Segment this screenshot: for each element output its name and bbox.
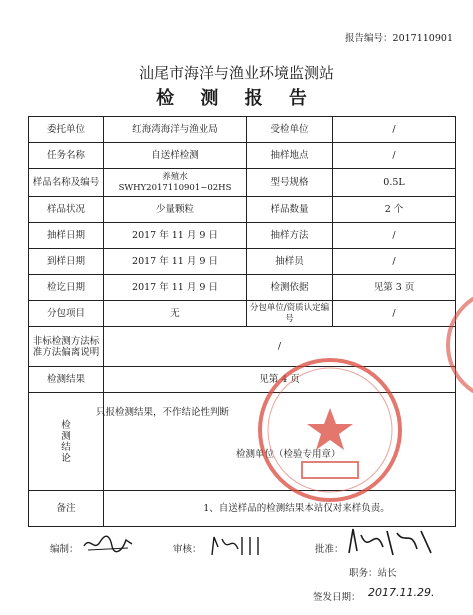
report-title: 检 测 报 告 [156, 88, 317, 109]
nonstandard-method-label: 非标检测方法标准方法偏离说明 [29, 327, 104, 367]
organization-title: 汕尾市海洋与渔业环境监测站 [138, 64, 334, 82]
sampling-method-value: / [333, 223, 456, 249]
sample-name-label: 样品名称及编号 [29, 169, 104, 197]
subcontract-cert-label: 分包单位/资质认定编号 [247, 301, 333, 327]
test-basis-value: 见第 3 页 [333, 275, 456, 301]
model-value: 0.5L [333, 169, 456, 197]
receiver-label: 受检单位 [247, 117, 333, 143]
sample-quantity-value: 2 个 [333, 197, 456, 223]
sampler-label: 抽样员 [247, 249, 333, 275]
position-text: 职务：站长 [349, 568, 397, 579]
table-row [29, 117, 456, 143]
subcontract-value: 无 [104, 301, 247, 327]
reviewer-signature [208, 533, 264, 559]
issue-date-label: 签发日期： [313, 592, 361, 603]
client-value: 红海湾海洋与渔业局 [104, 117, 247, 143]
table-row [29, 169, 456, 197]
compiler-label: 编制： [50, 544, 79, 555]
task-value: 自送样检测 [104, 143, 247, 169]
result-label: 检测结果 [29, 367, 104, 393]
receiver-value: / [333, 117, 456, 143]
sample-status-value: 少量颗粒 [104, 197, 247, 223]
official-seal-stamp [250, 350, 410, 510]
test-date-label: 检讫日期 [29, 275, 104, 301]
arrival-date-label: 到样日期 [29, 249, 104, 275]
sampling-place-value: / [333, 143, 456, 169]
table-row [29, 143, 456, 169]
reviewer-label: 审核： [173, 544, 202, 555]
approver-signature [345, 525, 435, 559]
sample-quantity-label: 样品数量 [247, 197, 333, 223]
table-row [29, 249, 456, 275]
table-row [29, 223, 456, 249]
sample-status-label: 样品状况 [29, 197, 104, 223]
remark-value: 1、自送样品的检测结果本站仅对来样负责。 [104, 491, 456, 527]
approver-label: 批准： [315, 544, 344, 555]
result-value: 见第 4 页 [104, 367, 456, 393]
subcontract-cert-value: / [333, 301, 456, 327]
table-row [29, 197, 456, 223]
test-date-value: 2017 年 11 月 9 日 [104, 275, 247, 301]
issue-date-value: 2017.11.29. [368, 586, 435, 599]
sample-name-value: 养殖水 SWHY2017110901~02HS [104, 169, 247, 197]
sampling-place-label: 抽样地点 [247, 143, 333, 169]
remark-label: 备注 [29, 491, 104, 527]
sampling-method-label: 抽样方法 [247, 223, 333, 249]
sampling-date-label: 抽样日期 [29, 223, 104, 249]
sampling-date-value: 2017 年 11 月 9 日 [104, 223, 247, 249]
client-label: 委托单位 [29, 117, 104, 143]
seam-stamp [443, 270, 473, 420]
table-row [29, 301, 456, 327]
sampler-value: / [333, 249, 456, 275]
table-row [29, 275, 456, 301]
model-label: 型号规格 [247, 169, 333, 197]
compiler-signature [82, 532, 134, 554]
task-label: 任务名称 [29, 143, 104, 169]
conclusion-label: 检测结论 [29, 393, 104, 491]
conclusion-unit: 检测单位（检验专用章） [236, 449, 341, 460]
report-number: 报告编号：2017110901 [345, 33, 453, 44]
subcontract-label: 分包项目 [29, 301, 104, 327]
arrival-date-value: 2017 年 11 月 9 日 [104, 249, 247, 275]
conclusion-text: 只报检测结果，不作结论性判断 [96, 407, 230, 418]
nonstandard-method-value: / [104, 327, 456, 367]
test-basis-label: 检测依据 [247, 275, 333, 301]
